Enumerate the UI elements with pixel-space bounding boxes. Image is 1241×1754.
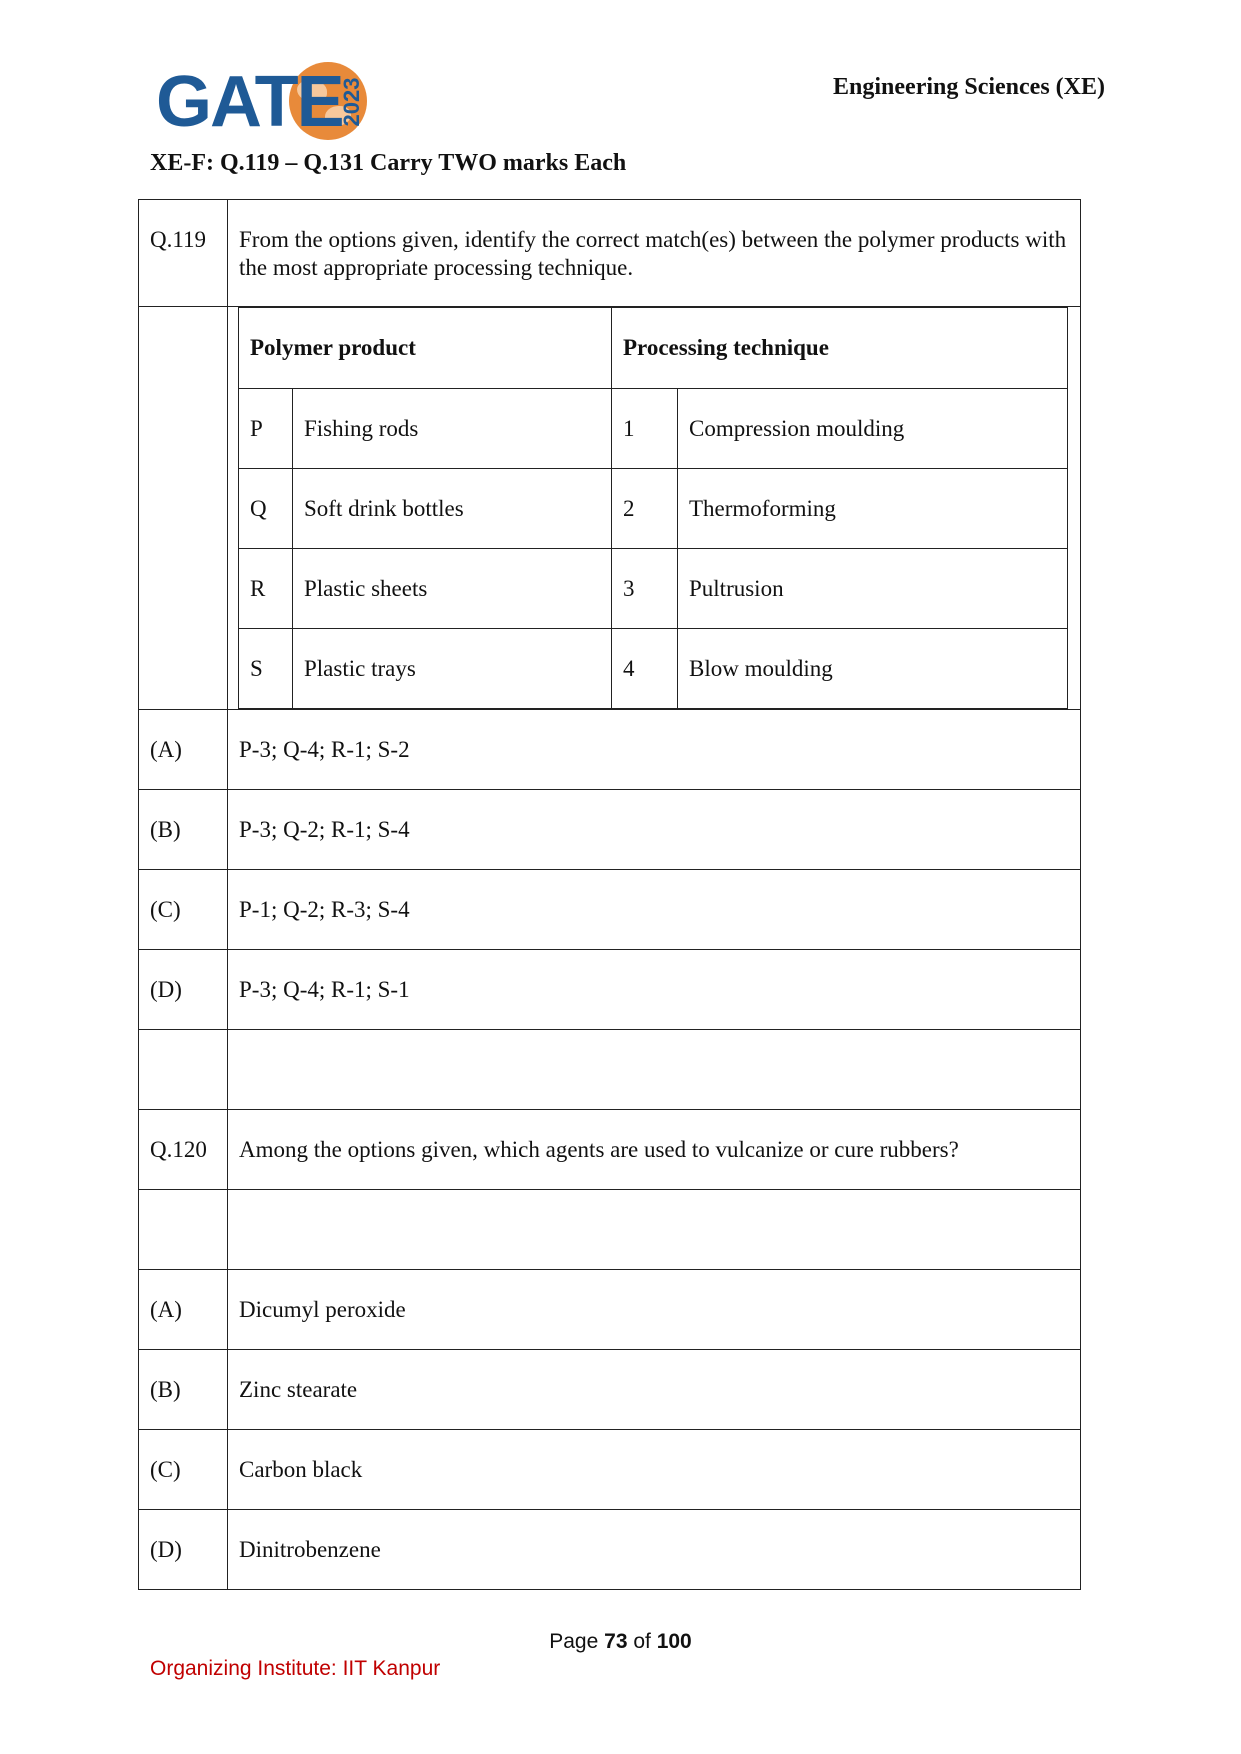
question-text: From the options given, identify the correct match(es) between the polymer products with the most appropriate processing technique. xyxy=(228,200,1081,307)
match-key: S xyxy=(239,629,293,709)
option-text: P-3; Q-4; R-1; S-2 xyxy=(228,710,1081,790)
match-technique: Pultrusion xyxy=(678,549,1068,629)
page-number xyxy=(0,1630,1241,1654)
option-row xyxy=(139,790,1081,870)
match-header-product: Polymer product xyxy=(239,308,612,389)
page-total: 100 xyxy=(656,1630,692,1653)
match-technique: Compression moulding xyxy=(678,389,1068,469)
question-table xyxy=(138,199,1081,1590)
page-prefix: Page xyxy=(549,1630,599,1653)
option-text: Dinitrobenzene xyxy=(228,1510,1081,1590)
option-row xyxy=(139,1430,1081,1510)
match-product: Fishing rods xyxy=(293,389,612,469)
match-table-row xyxy=(139,307,1081,710)
spacer-row xyxy=(139,1030,1081,1110)
option-label: (A) xyxy=(139,1270,228,1350)
option-row xyxy=(139,710,1081,790)
logo-year: 2023 xyxy=(339,77,364,127)
option-text: Dicumyl peroxide xyxy=(228,1270,1081,1350)
option-row xyxy=(139,950,1081,1030)
match-header-technique: Processing technique xyxy=(612,308,1068,389)
option-row xyxy=(139,1350,1081,1430)
option-label: (D) xyxy=(139,950,228,1030)
option-label: (B) xyxy=(139,790,228,870)
option-text: Zinc stearate xyxy=(228,1350,1081,1430)
page-of: of xyxy=(633,1630,651,1653)
match-table xyxy=(238,307,1068,709)
match-technique: Thermoforming xyxy=(678,469,1068,549)
match-key: R xyxy=(239,549,293,629)
spacer-row xyxy=(139,1190,1081,1270)
option-row xyxy=(139,870,1081,950)
match-row xyxy=(239,549,1068,629)
question-row xyxy=(139,200,1081,307)
option-label: (B) xyxy=(139,1350,228,1430)
option-text: Carbon black xyxy=(228,1430,1081,1510)
match-key: P xyxy=(239,389,293,469)
match-technique: Blow moulding xyxy=(678,629,1068,709)
match-product: Plastic sheets xyxy=(293,549,612,629)
question-number: Q.119 xyxy=(139,200,228,307)
match-row xyxy=(239,389,1068,469)
option-text: P-3; Q-2; R-1; S-4 xyxy=(228,790,1081,870)
option-label: (C) xyxy=(139,870,228,950)
option-label: (D) xyxy=(139,1510,228,1590)
match-row xyxy=(239,469,1068,549)
organizer-text: Organizing Institute: IIT Kanpur xyxy=(150,1657,441,1680)
option-text: P-1; Q-2; R-3; S-4 xyxy=(228,870,1081,950)
option-label: (A) xyxy=(139,710,228,790)
question-number: Q.120 xyxy=(139,1110,228,1190)
paper-title: Engineering Sciences (XE) xyxy=(833,74,1105,100)
option-row xyxy=(139,1510,1081,1590)
option-label: (C) xyxy=(139,1430,228,1510)
option-row xyxy=(139,1270,1081,1350)
gate-logo xyxy=(156,62,386,142)
match-row xyxy=(239,629,1068,709)
question-row xyxy=(139,1110,1081,1190)
match-num: 4 xyxy=(612,629,678,709)
match-key: Q xyxy=(239,469,293,549)
option-text: P-3; Q-4; R-1; S-1 xyxy=(228,950,1081,1030)
match-num: 3 xyxy=(612,549,678,629)
question-text: Among the options given, which agents are used to vulcanize or cure rubbers? xyxy=(228,1110,1081,1190)
match-product: Plastic trays xyxy=(293,629,612,709)
logo-text: GATE xyxy=(156,62,343,142)
match-num: 1 xyxy=(612,389,678,469)
section-title: XE-F: Q.119 – Q.131 Carry TWO marks Each xyxy=(150,150,627,176)
page-current: 73 xyxy=(604,1630,628,1653)
match-product: Soft drink bottles xyxy=(293,469,612,549)
match-num: 2 xyxy=(612,469,678,549)
